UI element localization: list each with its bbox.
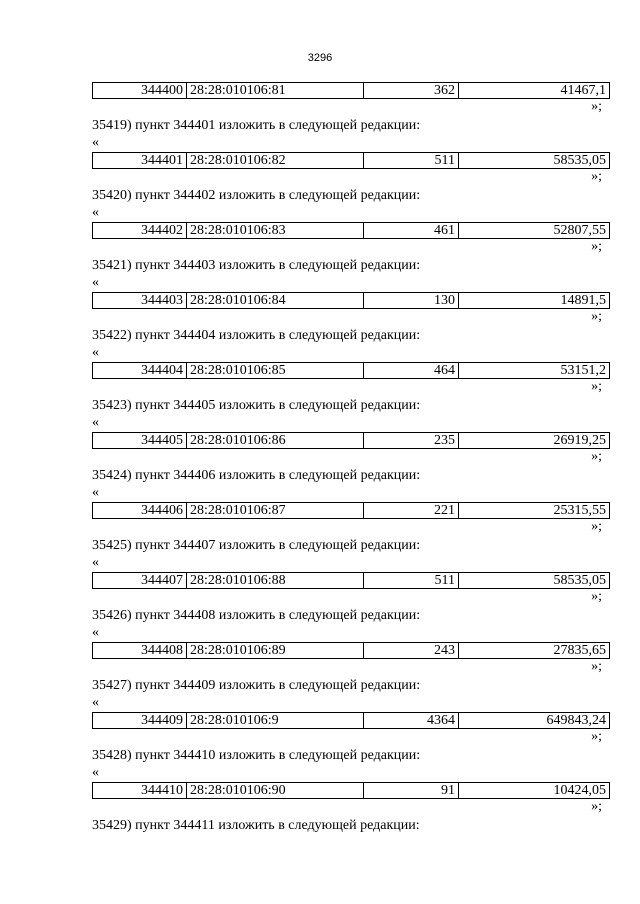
value-cell: 26919,25: [459, 433, 610, 449]
amendment-block: [0, 712, 640, 782]
cadastral-number-cell: 28:28:010106:86: [187, 433, 364, 449]
table-row: [92, 152, 610, 169]
amendment-block: [0, 292, 640, 362]
cadastral-number-cell: 28:28:010106:89: [187, 643, 364, 659]
table-row: [92, 712, 610, 729]
cadastral-number-cell: 28:28:010106:83: [187, 223, 364, 239]
page-number: 3296: [307, 52, 333, 64]
closing-quote: »;: [591, 449, 602, 464]
table-row: [92, 222, 610, 239]
table-row: [92, 432, 610, 449]
item-number-cell: 344406: [93, 503, 187, 519]
item-number-cell: 344407: [93, 573, 187, 589]
table-row: [92, 782, 610, 799]
cadastral-number-cell: 28:28:010106:84: [187, 293, 364, 309]
closing-quote: »;: [591, 659, 602, 674]
cadastral-number-cell: 28:28:010106:9: [187, 713, 364, 729]
opening-quote: «: [92, 695, 99, 710]
table-row: [92, 362, 610, 379]
amendment-block: [0, 502, 640, 572]
item-number-cell: 344405: [93, 433, 187, 449]
amendment-block: [0, 782, 640, 852]
area-cell: 511: [364, 573, 459, 589]
amendment-block: [0, 222, 640, 292]
value-cell: 41467,1: [459, 83, 610, 99]
item-number-cell: 344410: [93, 783, 187, 799]
value-cell: 53151,2: [459, 363, 610, 379]
item-number-cell: 344400: [93, 83, 187, 99]
opening-quote: «: [92, 135, 99, 150]
amendment-block: [0, 152, 640, 222]
table-row: [92, 572, 610, 589]
cadastral-number-cell: 28:28:010106:90: [187, 783, 364, 799]
amendment-instruction: 35420) пункт 344402 изложить в следующей редакции:: [92, 188, 421, 203]
opening-quote: «: [92, 555, 99, 570]
area-cell: 511: [364, 153, 459, 169]
value-cell: 27835,65: [459, 643, 610, 659]
opening-quote: «: [92, 415, 99, 430]
table-row: [92, 642, 610, 659]
area-cell: 235: [364, 433, 459, 449]
amendment-block: [0, 432, 640, 502]
table-row: [92, 502, 610, 519]
opening-quote: «: [92, 345, 99, 360]
area-cell: 130: [364, 293, 459, 309]
amendment-instruction: 35424) пункт 344406 изложить в следующей редакции:: [92, 468, 421, 483]
area-cell: 461: [364, 223, 459, 239]
amendment-instruction: 35426) пункт 344408 изложить в следующей редакции:: [92, 608, 421, 623]
closing-quote: »;: [591, 239, 602, 254]
closing-quote: »;: [591, 729, 602, 744]
item-number-cell: 344403: [93, 293, 187, 309]
amendment-block: [0, 82, 640, 152]
item-number-cell: 344408: [93, 643, 187, 659]
amendment-instruction: 35423) пункт 344405 изложить в следующей редакции:: [92, 398, 421, 413]
table-row: [92, 82, 610, 99]
item-number-cell: 344401: [93, 153, 187, 169]
item-number-cell: 344409: [93, 713, 187, 729]
item-number-cell: 344404: [93, 363, 187, 379]
closing-quote: »;: [591, 309, 602, 324]
table-row: [92, 292, 610, 309]
area-cell: 464: [364, 363, 459, 379]
cadastral-number-cell: 28:28:010106:87: [187, 503, 364, 519]
value-cell: 58535,05: [459, 573, 610, 589]
cadastral-number-cell: 28:28:010106:85: [187, 363, 364, 379]
area-cell: 4364: [364, 713, 459, 729]
closing-quote: »;: [591, 589, 602, 604]
closing-quote: »;: [591, 519, 602, 534]
value-cell: 10424,05: [459, 783, 610, 799]
amendment-instruction: 35422) пункт 344404 изложить в следующей редакции:: [92, 328, 421, 343]
cadastral-number-cell: 28:28:010106:82: [187, 153, 364, 169]
opening-quote: «: [92, 275, 99, 290]
area-cell: 362: [364, 83, 459, 99]
area-cell: 221: [364, 503, 459, 519]
amendment-instruction: 35427) пункт 344409 изложить в следующей редакции:: [92, 678, 421, 693]
value-cell: 52807,55: [459, 223, 610, 239]
opening-quote: «: [92, 485, 99, 500]
amendment-instruction: 35425) пункт 344407 изложить в следующей редакции:: [92, 538, 421, 553]
area-cell: 91: [364, 783, 459, 799]
item-number-cell: 344402: [93, 223, 187, 239]
opening-quote: «: [92, 765, 99, 780]
amendment-instruction: 35428) пункт 344410 изложить в следующей редакции:: [92, 748, 421, 763]
cadastral-number-cell: 28:28:010106:81: [187, 83, 364, 99]
value-cell: 14891,5: [459, 293, 610, 309]
closing-quote: »;: [591, 99, 602, 114]
amendment-block: [0, 362, 640, 432]
value-cell: 58535,05: [459, 153, 610, 169]
closing-quote: »;: [591, 379, 602, 394]
opening-quote: «: [92, 625, 99, 640]
value-cell: 25315,55: [459, 503, 610, 519]
amendment-block: [0, 642, 640, 712]
amendment-instruction: 35421) пункт 344403 изложить в следующей редакции:: [92, 258, 421, 273]
closing-quote: »;: [591, 799, 602, 814]
document-body: [0, 82, 640, 852]
amendment-block: [0, 572, 640, 642]
amendment-instruction: 35429) пункт 344411 изложить в следующей редакции:: [92, 818, 420, 833]
area-cell: 243: [364, 643, 459, 659]
opening-quote: «: [92, 205, 99, 220]
amendment-instruction: 35419) пункт 344401 изложить в следующей редакции:: [92, 118, 421, 133]
cadastral-number-cell: 28:28:010106:88: [187, 573, 364, 589]
closing-quote: »;: [591, 169, 602, 184]
value-cell: 649843,24: [459, 713, 610, 729]
